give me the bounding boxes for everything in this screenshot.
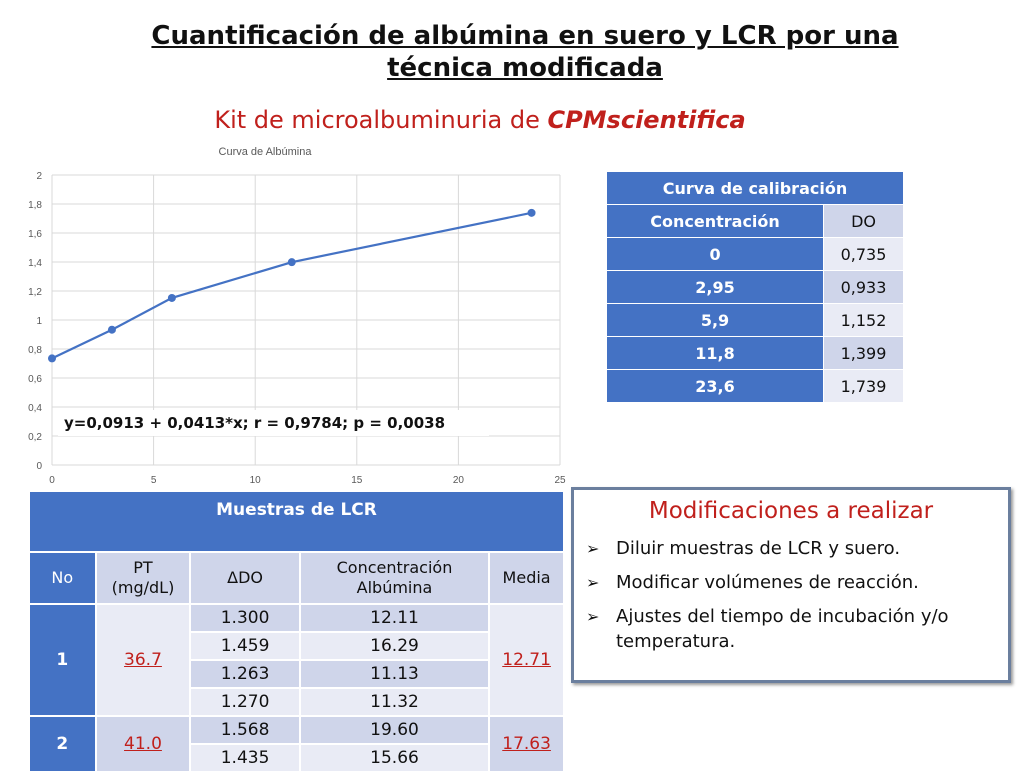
- sample-number: 1: [29, 604, 96, 716]
- y-tick-label: 2: [36, 171, 42, 182]
- y-tick-label: 0: [36, 461, 42, 472]
- subtitle-brand: CPMscientifica: [547, 106, 746, 134]
- x-tick-label: 5: [150, 475, 157, 486]
- sample-pt-value: 41.0: [124, 734, 162, 754]
- arrowhead-bullet-icon: ➢: [586, 539, 600, 558]
- sample-concentration: 19.60: [300, 716, 489, 744]
- x-tick-label: 25: [554, 475, 566, 486]
- arrowhead-bullet-icon: ➢: [586, 573, 600, 592]
- data-point: [48, 354, 56, 362]
- x-tick-label: 15: [351, 475, 363, 486]
- list-item-text: Modificar volúmenes de reacción.: [616, 572, 919, 593]
- albumin-curve-chart: [0, 140, 580, 495]
- y-tick-label: 0,8: [28, 345, 42, 356]
- calibration-do: 1,399: [824, 337, 904, 370]
- y-tick-label: 0,2: [28, 432, 42, 443]
- list-item-text: Ajustes del tiempo de incubación y/o temperatura.: [616, 606, 949, 652]
- x-tick-label: 10: [249, 475, 261, 486]
- slide-subtitle: [200, 106, 760, 134]
- sample-delta-do: 1.459: [190, 632, 299, 660]
- y-tick-label: 1,6: [28, 229, 42, 240]
- sample-pt: [96, 716, 191, 772]
- calibration-concentration: 23,6: [607, 370, 824, 403]
- sample-concentration: 11.32: [300, 688, 489, 716]
- calibration-header-concentration: Concentración: [607, 205, 824, 238]
- calibration-concentration: 5,9: [607, 304, 824, 337]
- arrowhead-bullet-icon: ➢: [586, 607, 600, 626]
- lcr-samples-table: [28, 490, 565, 773]
- subtitle-prefix: Kit de microalbuminuria de: [214, 106, 548, 134]
- sample-number: 2: [29, 716, 96, 772]
- y-tick-label: 1,4: [28, 258, 42, 269]
- calibration-do: 0,735: [824, 238, 904, 271]
- lcr-header-media: Media: [489, 552, 564, 604]
- lcr-header-delta-do: ΔDO: [190, 552, 299, 604]
- sample-delta-do: 1.270: [190, 688, 299, 716]
- calibration-title: Curva de calibración: [607, 172, 904, 205]
- calibration-do: 1,152: [824, 304, 904, 337]
- sample-media: [489, 604, 564, 716]
- data-point: [528, 209, 536, 217]
- regression-equation: y=0,0913 + 0,0413*x; r = 0,9784; p = 0,0038: [58, 410, 489, 436]
- data-point: [288, 258, 296, 266]
- sample-concentration: 12.11: [300, 604, 489, 632]
- sample-delta-do: 1.568: [190, 716, 299, 744]
- calibration-do: 0,933: [824, 271, 904, 304]
- table-row: [29, 716, 564, 744]
- sample-media-value: 17.63: [502, 734, 551, 754]
- chart-title: Curva de Albúmina: [218, 146, 312, 158]
- lcr-header-pt: PT (mg/dL): [96, 552, 191, 604]
- table-row: [607, 238, 904, 271]
- sample-concentration: 16.29: [300, 632, 489, 660]
- y-tick-label: 1,8: [28, 200, 42, 211]
- table-row: [607, 271, 904, 304]
- table-row: [607, 304, 904, 337]
- table-row: [29, 604, 564, 632]
- lcr-table-title: Muestras de LCR: [29, 491, 564, 552]
- list-item: [586, 604, 998, 654]
- sample-pt-value: 36.7: [124, 650, 162, 670]
- calibration-concentration: 11,8: [607, 337, 824, 370]
- calibration-concentration: 2,95: [607, 271, 824, 304]
- calibration-do: 1,739: [824, 370, 904, 403]
- x-tick-label: 20: [452, 475, 464, 486]
- lcr-header-concentration: Concentración Albúmina: [300, 552, 489, 604]
- list-item: [586, 570, 998, 595]
- calibration-concentration: 0: [607, 238, 824, 271]
- list-item-text: Diluir muestras de LCR y suero.: [616, 538, 901, 559]
- sample-pt: [96, 604, 191, 716]
- series-line: [52, 213, 532, 359]
- calibration-header-do: DO: [824, 205, 904, 238]
- modifications-box: [571, 487, 1011, 683]
- table-row: [607, 370, 904, 403]
- y-tick-label: 0,6: [28, 374, 42, 385]
- data-point: [108, 326, 116, 334]
- sample-media: [489, 716, 564, 772]
- modifications-title: Modificaciones a realizar: [648, 498, 934, 524]
- sample-delta-do: 1.263: [190, 660, 299, 688]
- y-tick-label: 1: [36, 316, 42, 327]
- sample-concentration: 11.13: [300, 660, 489, 688]
- sample-concentration: 15.66: [300, 744, 489, 772]
- calibration-table: [606, 171, 904, 403]
- y-tick-label: 1,2: [28, 287, 42, 298]
- list-item: [586, 536, 998, 561]
- y-tick-label: 0,4: [28, 403, 42, 414]
- slide-title: Cuantificación de albúmina en suero y LCR por una técnica modificada: [151, 21, 899, 83]
- x-tick-label: 0: [49, 475, 55, 486]
- sample-media-value: 12.71: [502, 650, 551, 670]
- data-point: [168, 294, 176, 302]
- modifications-list: [574, 536, 1008, 654]
- sample-delta-do: 1.300: [190, 604, 299, 632]
- table-row: [607, 337, 904, 370]
- sample-delta-do: 1.435: [190, 744, 299, 772]
- lcr-header-no: No: [29, 552, 96, 604]
